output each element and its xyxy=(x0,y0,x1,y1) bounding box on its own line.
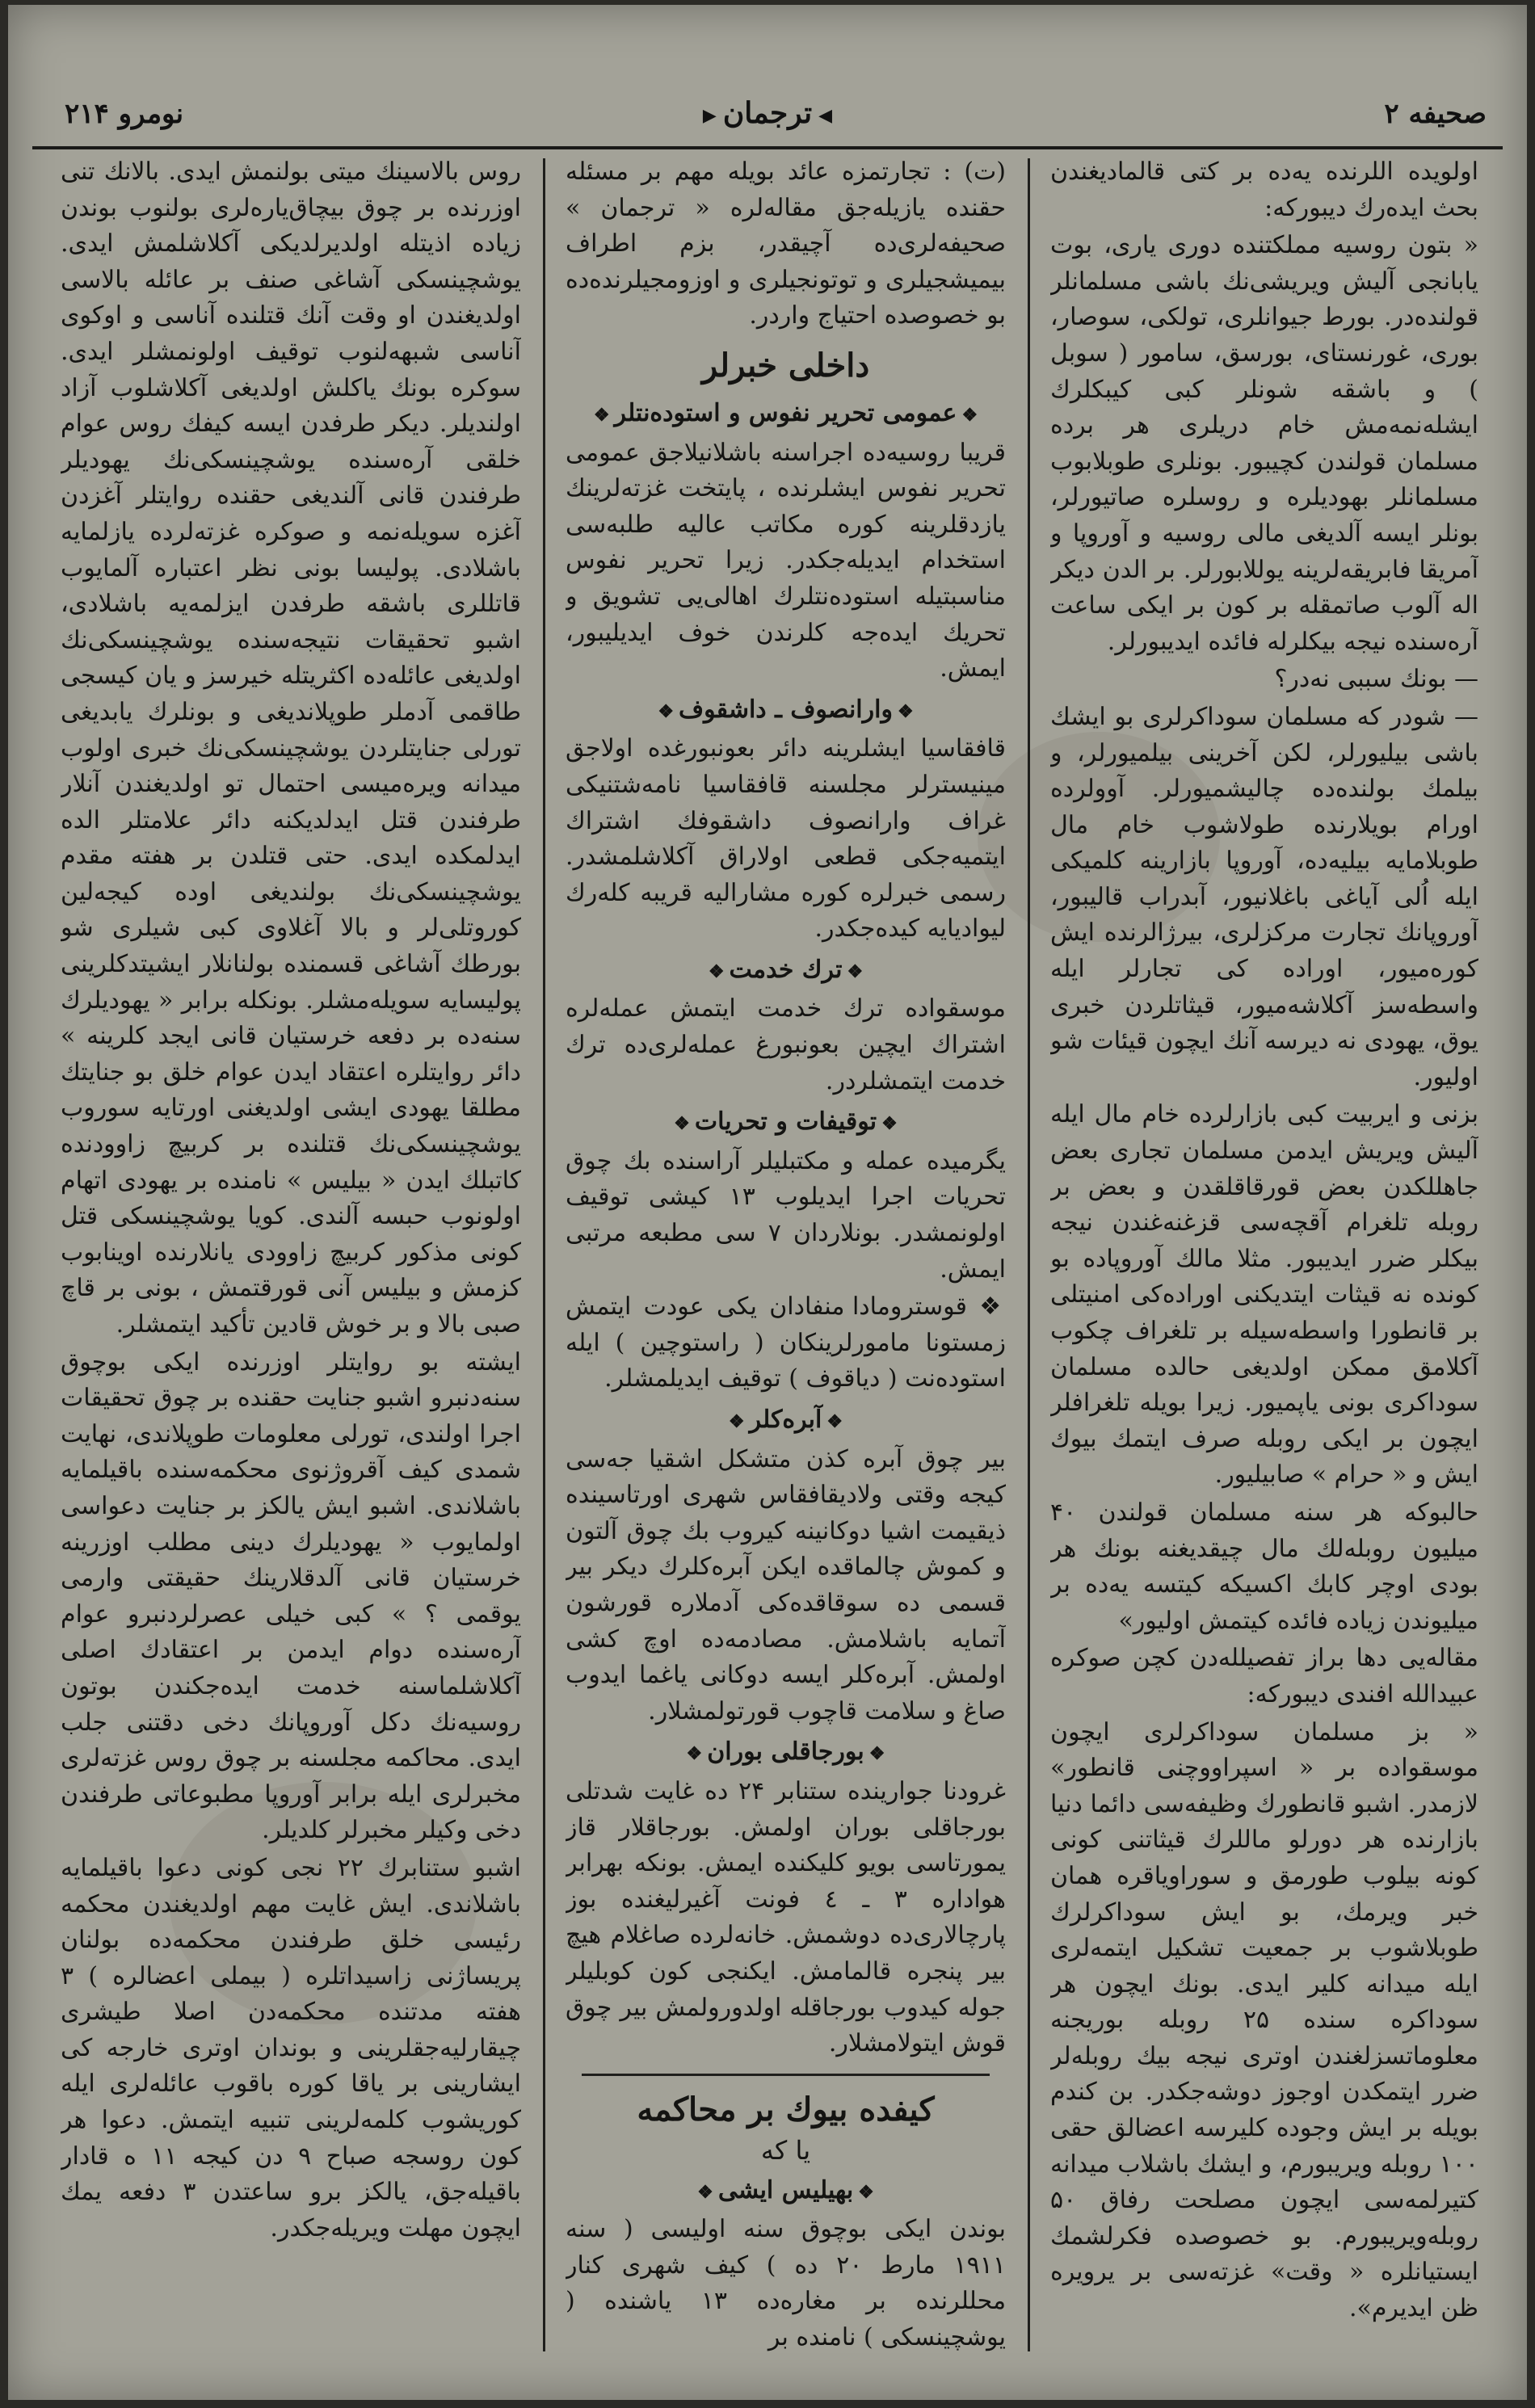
section-title: داخلی خبرلر xyxy=(701,346,870,385)
paragraph: — بونك سببی نه‌در؟ xyxy=(1274,665,1478,694)
ornament-icon: ❖ xyxy=(847,960,864,982)
masthead xyxy=(40,90,1495,138)
ornament-icon: ❖ xyxy=(708,960,725,982)
news-body: بیر چوق آبره کذن متشکل اشقیا جه‌سی کیجه وقتی ولادیقافقاس شهری اورتاسینده ذیقیمت اشیا دوکانینه کیروب بك چوق آلتون و کموش چالماقده ایکن آبره‌کلرك دیکر بیر قسمی ده سوقاقده‌کی آدملاره قورشون آتمایه باشلامش. مصادمه‌ده اوچ کشی اولمش. آبره‌کلر ایسه دوکانی یاغما ایدوب صاغ و سلامت قاچوب قورتولمشلار. xyxy=(566,1444,1006,1725)
news-body: موسقواده ترك خدمت ایتمش عمله‌لره اشتراك ایچین بعونبورغ عمله‌لری‌ده ترك خدمت ایتمشلردر. xyxy=(566,994,1006,1095)
paragraph: « بتون روسیه مملکتنده دوری یاری، بوت یابانجی آلیش ویریشی‌نك باشی مسلمانلر قولنده‌در. بورط جیوانلری، تولکی، سوصار، بوری، غورنستای، بورسق، سامور ( سوبل ) و باشقه شونلر کبی کیبکلرك ایشله‌نمه‌مش خام دریلری هر برده مسلمان قولندن کچیبور. بونلری طوبلابوب مسلمانلر بهودیلره و روسلره صاتیورلر، بونلر ایسه آلدیغی مالی روسیه و آوروپا و آمریقا فابریقه‌لرینه یوللابورلر. بر الدن دیکر اله آلوب صاتمقله بر کون بر ایکی ساعت آره‌سنده نیجه بیکلرله فائده ایدیبورلر. xyxy=(1050,231,1478,656)
left-column xyxy=(61,154,521,2351)
news-body: غرودنا جوارینده ستنابر ۲۴ ده غایت شدتلی بورجاقلی بوران اولمش. بورجاقلار قاز یمورتاسی بویو کلیکنده ایمش. بونکه بهرابر هواداره ۳ ـ ٤ فونت آغیرلیغنده بوز پارچالاری‌ده دوشمش. خانه‌لرده صاغلام هیچ بیر پنجره قالمامش. ایکنجی کون کوبلیلر جوله کیدوب بورجاقله اولدورولمش بیر چوق قوش ایتولامشلار. xyxy=(566,1776,1006,2058)
middle-column xyxy=(566,154,1006,2351)
issue-number: نومرو ۲۱۴ xyxy=(65,98,184,130)
ornament-icon: ❖ xyxy=(674,1113,690,1135)
paragraph: — شودر که مسلمان سوداکرلری بو ایشك باشی بیلیورلر، لکن آخرینی بیلمیورلر، و بیلمك بولنده‌ده چالیشمیورلر. آوولرده اورام بویلارنده طولاشوب خام مال طوبلامایه بیلیه‌ده، آوروپا بازارینه کلمیکی ایله اُلی آیاغی باغلانیور، آبدراب قالیبور، آوروپانك تجارت مرکزلری، بیرژالرنده ایش کوره‌میور، اوراده کی تجارلر ایله واسطه‌سز آکلاشه‌میور، قیثاتلردن خبری یوق، یهودی نه دیرسه آنك ایچون قیئات شو اولیور. xyxy=(1050,702,1478,1091)
news-heading-text: بورجاقلی بوران xyxy=(707,1738,864,1767)
article-subtitle-2 xyxy=(566,2173,1006,2211)
paragraph: مقاله‌یی دها براز تفصیلله‌دن کچن صوکره عبیدالله افندی دیبورکه: xyxy=(1050,1644,1478,1708)
news-heading xyxy=(566,1104,1006,1142)
news-heading xyxy=(566,1734,1006,1772)
masthead-rule xyxy=(32,146,1503,149)
article-title: کیفده بیوك بر محاکمه xyxy=(637,2090,935,2129)
news-body-text: قوسترومادا منفادان یکی عودت ایتمش زمستونا مامورلرینکان ( راستوچین ) ایله استوده‌نت ( دیاقوف ) توقیف ایدیلمشلر. xyxy=(566,1292,1006,1393)
article-subtitle-2-text: بهیلیس ایشی xyxy=(717,2175,854,2204)
section-rule xyxy=(582,2074,990,2076)
column-divider xyxy=(543,158,545,2351)
news-heading xyxy=(566,1402,1006,1440)
news-heading-text: توقیفات و تحریات xyxy=(694,1107,877,1137)
newspaper-title-text: ترجمان xyxy=(722,96,813,130)
news-body xyxy=(566,1289,1006,1397)
ornament-icon: ❖ xyxy=(697,2181,713,2203)
ornament-icon: ❖ xyxy=(593,404,610,426)
paragraph: ایشته بو روایتلر اوزرنده ایکی بوچوق سنه‌دنبرو اشبو جنایت حقنده بر چوق تحقیقات اجرا اولندی، تورلی معلومات طوپلاندی، نهایت شمدی کیف آقروژنوی محکمه‌سنده باقیلمایه باشلاندی. اشبو ایش یالکز بر جنایت دعواسی اولمایوب « یهودیلرك دینی مطلب اوزرینه خرستیان قانی آلدقلارینك حقیقتی وارمی یوقمی ؟ » کبی خیلی عصرلردنبرو عوام آره‌سنده دوام ایدمن بر اعتقادك اصلی آکلاشلماسنه خدمت ایده‌جکندن بوتون روسیه‌نك دکل آوروپانك دخی دقتنی جلب ایدی. محاکمه مجلسنه بر چوق روس غزته‌لری مخبرلری ایله برابر آوروپا مطبوعاتی طرفندن دخی وکیلر مخبرلر کلدیلر. xyxy=(61,1347,521,1845)
ornament-icon: ❖ xyxy=(858,2181,874,2203)
column-divider xyxy=(1028,158,1030,2351)
paragraph: اشبو ستنابرك ۲۲ نجی کونی دعوا باقیلمایه باشلاندی. ایش غایت مهم اولدیغندن محکمه رئیسی خلق طرفندن محکمه‌ده بولنان پریساژنی زاسیداتلره ( بیملی اعضالره ) ۳ هفته مدتنده محکمه‌دن اصلا طیشری چیقارلیه‌جقلرینی و بوندان اوتری خارجه کی ایشارینی بر یاقا کوره باقوب عائله‌لری ایله کوریشوب کلمه‌لرینی تنبیه ایتمش. دعوا هر کون روسجه صباح ۹ دن کیجه ۱۱ ه قادار باقیله‌جق، یالکز برو ساعتدن ۳ دفعه یمك ایچون مهلت ویریله‌جکدر. xyxy=(61,1853,521,2242)
news-body: قافقاسیا ایشلرینه دائر بعونبورغده اولاجق مینیسترلر مجلسنه قافقاسیا نامه‌شتنیکی غراف وارانصوف داشقوفك اشتراك ایتمیه‌جکی قطعی اولاراق آکلاشلمشدر. رسمی خبرلره کوره مشارالیه قریبه کله‌رك لیوادیایه کیده‌جکدر. xyxy=(566,734,1006,943)
editor-note: (ت) : تجارتمزه عائد بویله مهم بر مسئله حقنده یازیله‌جق مقاله‌لره « ترجمان » صحیفه‌لری‌ده آچیقدر، بزم اطراف بیمیشجیلری و توتونجیلری و اوزومجیلرنده‌ده بو خصوصده احتیاج واردر. xyxy=(566,158,1006,330)
ornament-icon: ❖ xyxy=(826,1411,843,1432)
paragraph: روس بالاسینك میتی بولنمش ایدی. بالانك تنی اوزرنده بر چوق بیچاق‌یاره‌لری بولنوب بوندن زیاده اذیتله اولدیرلدیکی آکلاشلمش ایدی. یوشچینسکی آشاغی صنف بر عائله بالاسی اولدیغندن او وقت آنك قتلنده آناسی و اوکوی آناسی شبهه‌لنوب توقیف اولونمشلر ایدی. سوکره بونك یاکلش اولدیغی آکلاشلوب آزاد اولندیلر. دیکر طرفدن ایسه کیفك روس عوام خلقی آره‌سنده یوشچینسکی‌نك یهودیلر طرفندن قانی آلندیغی حقنده روایتلر آغزدن آغزه سویله‌نمه و صوکره غزته‌لرده یازلمایه باشلادی. پولیسا بونی نظر اعتباره آلمایوب قاتللری باشقه طرفدن ایزلمه‌یه باشلادی، اشبو تحقیقات نتیجه‌سنده یوشچینسکی‌نك اولدیغی عائله‌ده اکثریتله خیرسز و یان کیسجی طاقمی آدملر طوپلاندیغی و بونلرك یابدیغی تورلی جنایتلردن یوشچینسکی‌نك خبری اولوب میدانه ویره‌میسی احتمال تو اولدیغندن آنلار طرفندن قتل ایدلدیکنه دائر علامتلر الده ایدلمکده ایدی. حتی قتلدن بر هفته مقدم یوشچینسکی‌نك بولندیغی اوده کیجه‌لین کوروتلی‌لر و بالا آغلاوی کبی شیلری شو بورطك آشاغی قسمنده بولنانلار ایشیتدکلرینی پولیسایه سویله‌مشلر. بونکله برابر « یهودیلرك سنه‌ده بر دفعه خرستیان قانی ایجد کلرینه » دائر روایتلره اعتقاد ایدن عوام خلق بو جنایتك مطلقا یهودی ایشی اولدیغنی اورتایه سوروب یوشچینسکی‌نك قتلنده بر کربیچ زاوودنده کاتبلك ایدن « بیلیس » نامنده بر یهودی اتهام اولونوب حبسه آلندی. کویا یوشچینسکی قتل کونی مذکور کربیچ زاوودی یانلارنده اوینابوب کزمش و بیلیس آنی قورقتمش ، بونی بر قاچ صبی بالا و بر خوش قادین تأکید ایتمشلر. xyxy=(61,158,521,1338)
ornament-icon: ❖ xyxy=(881,1113,898,1135)
news-heading-text: ترك خدمت xyxy=(729,955,843,984)
news-body: قریبا روسیه‌ده اجراسنه باشلانیلاجق عمومی تحریر نفوس ایشلرنده ، پایتخت غزته‌لرینك یازدقلرینه کوره مکاتب عالیه طلبه‌سی استخدام ایدیله‌جکدر. زیرا تحریر نفوس مناسبتیله استوده‌نتلرك اهالی‌یی تشویق و تحریك ایده‌جه کلرندن خوف ایدیلیبور، ایمش. xyxy=(566,438,1006,683)
ornament-icon: ❖ xyxy=(966,1292,1006,1322)
newspaper-page xyxy=(8,5,1527,2400)
ornament-icon: ❖ xyxy=(868,1743,885,1765)
ornament-icon: ❖ xyxy=(961,404,978,426)
article-body: بوندن ایکی بوچوق سنه اولیسی ( سنه ۱۹۱۱ مارط ۲۰ ده ) کیف شهری کنار محللرنده بر مغاره‌ده ۱۳ یاشنده ( یوشچینسکی ) نامنده بر xyxy=(566,2215,1006,2351)
ornament-icon: ❖ xyxy=(658,700,675,722)
article-subtitle: یا که xyxy=(760,2134,811,2166)
news-heading-text: آبره‌کلر xyxy=(749,1406,822,1434)
news-heading xyxy=(566,952,1006,990)
page-number: صحیفه ۲ xyxy=(1384,98,1487,130)
paragraph: اولویده اللرنده یه‌ده بر کتی قالمادیغندن بحث ایده‌رك دیبورکه: xyxy=(1050,158,1478,222)
ornament-icon: ❖ xyxy=(897,700,914,722)
ornament-icon: ❖ xyxy=(686,1743,703,1765)
news-heading-text: وارانصوف ـ داشقوف xyxy=(679,695,893,724)
news-body: یگرمیده عمله و مکتبلیلر آرا‌سنده بك چوق تحریات اجرا ایدیلوب ۱۳ کیشی توقیف اولونمشدر. بونلاردان ۷ سی مطبعه مرتبی ایمش. xyxy=(566,1146,1006,1284)
newspaper-title xyxy=(696,96,839,130)
right-column xyxy=(1050,154,1478,2351)
paragraph: حالبوکه هر سنه مسلمان قولندن ۴۰ میلیون روبله‌لك مال چیقدیغنه بونك هر بودی اوچر کابك اکسیکه کیتسه یه‌ده بر میلیوندن زیاده فائده کیتمش اولیور» xyxy=(1050,1498,1478,1635)
news-heading-text: عمومی تحریر نفوس و استوده‌نتلر xyxy=(614,398,957,427)
paragraph: بزنی و ایربیت کبی بازارلرده خام مال ایله آلیش ویریش ایدمن مسلمان تجاری بعض جاهللکدن بعض قورقاقلقدن و بعض بر روبله تلغرام آقچه‌سی قزغنه‌غندن نیجه بیکلر ضرر ایدیبور. مثلا مالك آوروپاده بو کونده نه قیثات ایتدیکنی اوراده‌کی امنیتلی بر قانطورا واسطه‌سیله بر تلغراف چکوب آکلامق ممکن اولدیغی حالده مسلمان سوداکری بونی یاپمیور. زیرا بویله تلغرافلر ایچون بر ایکی روبله صرف ایتمك بیوك ایش و « حرام » صابیلیور. xyxy=(1050,1100,1478,1490)
ornament-icon: ❖ xyxy=(728,1411,745,1432)
news-heading xyxy=(566,692,1006,730)
news-heading xyxy=(566,396,1006,434)
paragraph: « بز مسلمان سوداکرلری ایچون موسقواده بر « اسپراووچنی قانطور» لازمدر. اشبو قانطورك وظیفه‌سی دائما دنیا بازارنده هر دورلو ماللرك قیثاتنی کونی کونه بیلوب طورمق و سوراویاقره همان خبر ویرمك، بو ایش سوداکرلرك طوبلاشوب بر جمعیت تشکیل ایتمه‌لری ایله میدانه کلیر ایدی. بونك ایچون هر سوداکره سنده ۲۵ روبله بوریجنه معلوماتسزلغندن اوتری نیجه بیك روبله‌لر ضرر ایتمکدن اوجوز دوشه‌جکدر. بن کندم بویله بر ایش وجوده کلیرسه اعضالق حقی ۱۰۰ روبله ویریبورم، و ایشك باشلاب میدانه کتیرلمه‌سی ایچون مصلحت رفاق ۵۰ روبله‌ویریبورم. بو خصوصده فکرلشمك ایستیانلره « وقت» غزته‌سی بر یرویره ظن ایدیرم». xyxy=(1050,1717,1478,2323)
